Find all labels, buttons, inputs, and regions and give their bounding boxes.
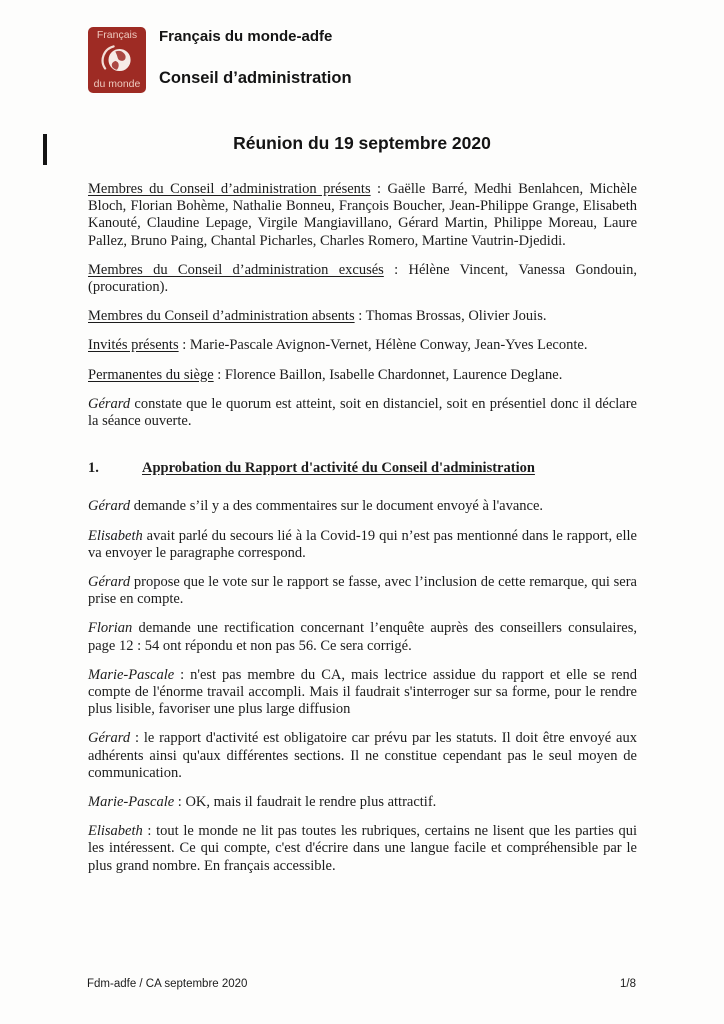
- attendance-paragraph: [88, 262, 637, 296]
- speaker-name: Gérard: [88, 574, 131, 591]
- attendance-paragraph: [88, 308, 637, 325]
- page-footer: [87, 978, 636, 990]
- attendance-label: Membres du Conseil d’administration présents: [88, 181, 371, 197]
- discussion-paragraph: [88, 730, 637, 782]
- attendance-paragraph: [88, 181, 637, 250]
- paragraph-text: : OK, mais il faudrait le rendre plus attractif.: [174, 794, 437, 811]
- footer-doc-reference: Fdm-adfe / CA septembre 2020: [87, 978, 248, 990]
- section-heading: [88, 460, 637, 477]
- attendance-paragraph: [88, 337, 637, 354]
- attendance-label: Invités présents: [88, 337, 179, 354]
- speaker-name: Elisabeth: [88, 823, 143, 840]
- attendance-label: Membres du Conseil d’administration excusés: [88, 261, 384, 278]
- paragraph-text: propose que le vote sur le rapport se fasse, avec l’inclusion de cette remarque, qui sera prise en compte.: [88, 574, 637, 608]
- paragraph-text: avait parlé du secours lié à la Covid-19 qui n’est pas mentionné dans le rapport, elle va envoyer le paragraphe correspond.: [88, 527, 637, 561]
- attendance-paragraph: [88, 367, 637, 384]
- speaker-name: Marie-Pascale: [88, 666, 175, 683]
- attendance-label: Membres du Conseil d’administration absents: [88, 308, 355, 325]
- attendance-text: : Gaëlle Barré, Medhi Benlahcen, Michèle Bloch, Florian Bohème, Nathalie Bonneu, François Boucher, Jean-Philippe Grange, Elisabeth Kanouté, Claudine Lepage, Virgile Mangiavillano, Gérard Martin, Philippe Moreau, Laure Pallez, Bruno Paing, Chantal Picharles, Charles Romero, Martine Vautrin-Djedidi.: [88, 181, 637, 249]
- header-text-block: [159, 27, 352, 93]
- page-title: Réunion du 19 septembre 2020: [233, 133, 491, 153]
- paragraph-text: demande une rectification concernant l’enquête auprès des conseillers consulaires, page 12 : 54 ont répondu et non pas 56. Ce sera corrigé.: [88, 620, 637, 654]
- discussion-paragraph: [88, 794, 637, 811]
- logo-top-label: Français: [96, 29, 138, 41]
- section-number: 1.: [88, 460, 99, 477]
- paragraph-text: demande s’il y a des commentaires sur le document envoyé à l'avance.: [130, 498, 544, 515]
- paragraph-text: : n'est pas membre du CA, mais lectrice assidue du rapport et elle se rend compte de l'énorme travail accompli. Mais il faudrait s'interroger sur sa forme, pour le rendre plus lisible, favoriser une plus large diffusion: [88, 666, 637, 718]
- discussion-paragraph: [88, 823, 637, 875]
- attendance-text: : Hélène Vincent, Vanessa Gondouin, (procuration).: [88, 261, 637, 296]
- speaker-name: Elisabeth: [88, 527, 143, 544]
- speaker-name: Gérard: [88, 498, 131, 515]
- attendance-label: Permanentes du siège: [88, 366, 214, 383]
- opening-paragraph: [88, 396, 637, 430]
- speaker-name: Marie-Pascale: [88, 794, 175, 811]
- discussion-paragraph: [88, 498, 637, 515]
- speaker-name: Gérard: [88, 730, 131, 747]
- discussion-paragraph: [88, 574, 637, 608]
- speaker-name: Florian: [88, 620, 133, 637]
- attendance-text: : Thomas Brossas, Olivier Jouis.: [354, 308, 547, 325]
- document-body: [88, 181, 637, 887]
- section-title: Approbation du Rapport d'activité du Conseil d'administration: [142, 460, 535, 477]
- speaker-name: Gérard: [88, 395, 131, 412]
- paragraph-text: constate que le quorum est atteint, soit en distanciel, soit en présentiel donc il déclare la séance ouverte.: [88, 395, 637, 430]
- discussion-paragraph: [88, 528, 637, 562]
- discussion-paragraph: [88, 620, 637, 654]
- paragraph-text: : le rapport d'activité est obligatoire car prévu par les statuts. Il doit être envoyé aux adhérents ainsi qu'aux différentes sections. Il ne constitue cependant pas le seul moyen de communication.: [88, 730, 637, 781]
- body-name: Conseil d’administration: [159, 69, 352, 87]
- paragraph-text: : tout le monde ne lit pas toutes les rubriques, certains ne lisent que les parties qui les intéressent. Ce qui compte, c'est d'écrire dans une langue facile et compréhensible par le plus grand nombre. En français accessible.: [88, 823, 637, 874]
- attendance-text: : Florence Baillon, Isabelle Chardonnet, Laurence Deglane.: [213, 366, 563, 383]
- footer-page-number: 1/8: [620, 978, 636, 990]
- globe-icon: [100, 43, 134, 77]
- logo-bottom-label: du monde: [93, 78, 141, 90]
- org-name: Français du monde-adfe: [159, 28, 333, 45]
- attendance-text: : Marie-Pascale Avignon-Vernet, Hélène Conway, Jean-Yves Leconte.: [178, 337, 588, 354]
- document-header: [88, 27, 352, 93]
- org-logo: [88, 27, 146, 93]
- discussion-paragraph: [88, 667, 637, 719]
